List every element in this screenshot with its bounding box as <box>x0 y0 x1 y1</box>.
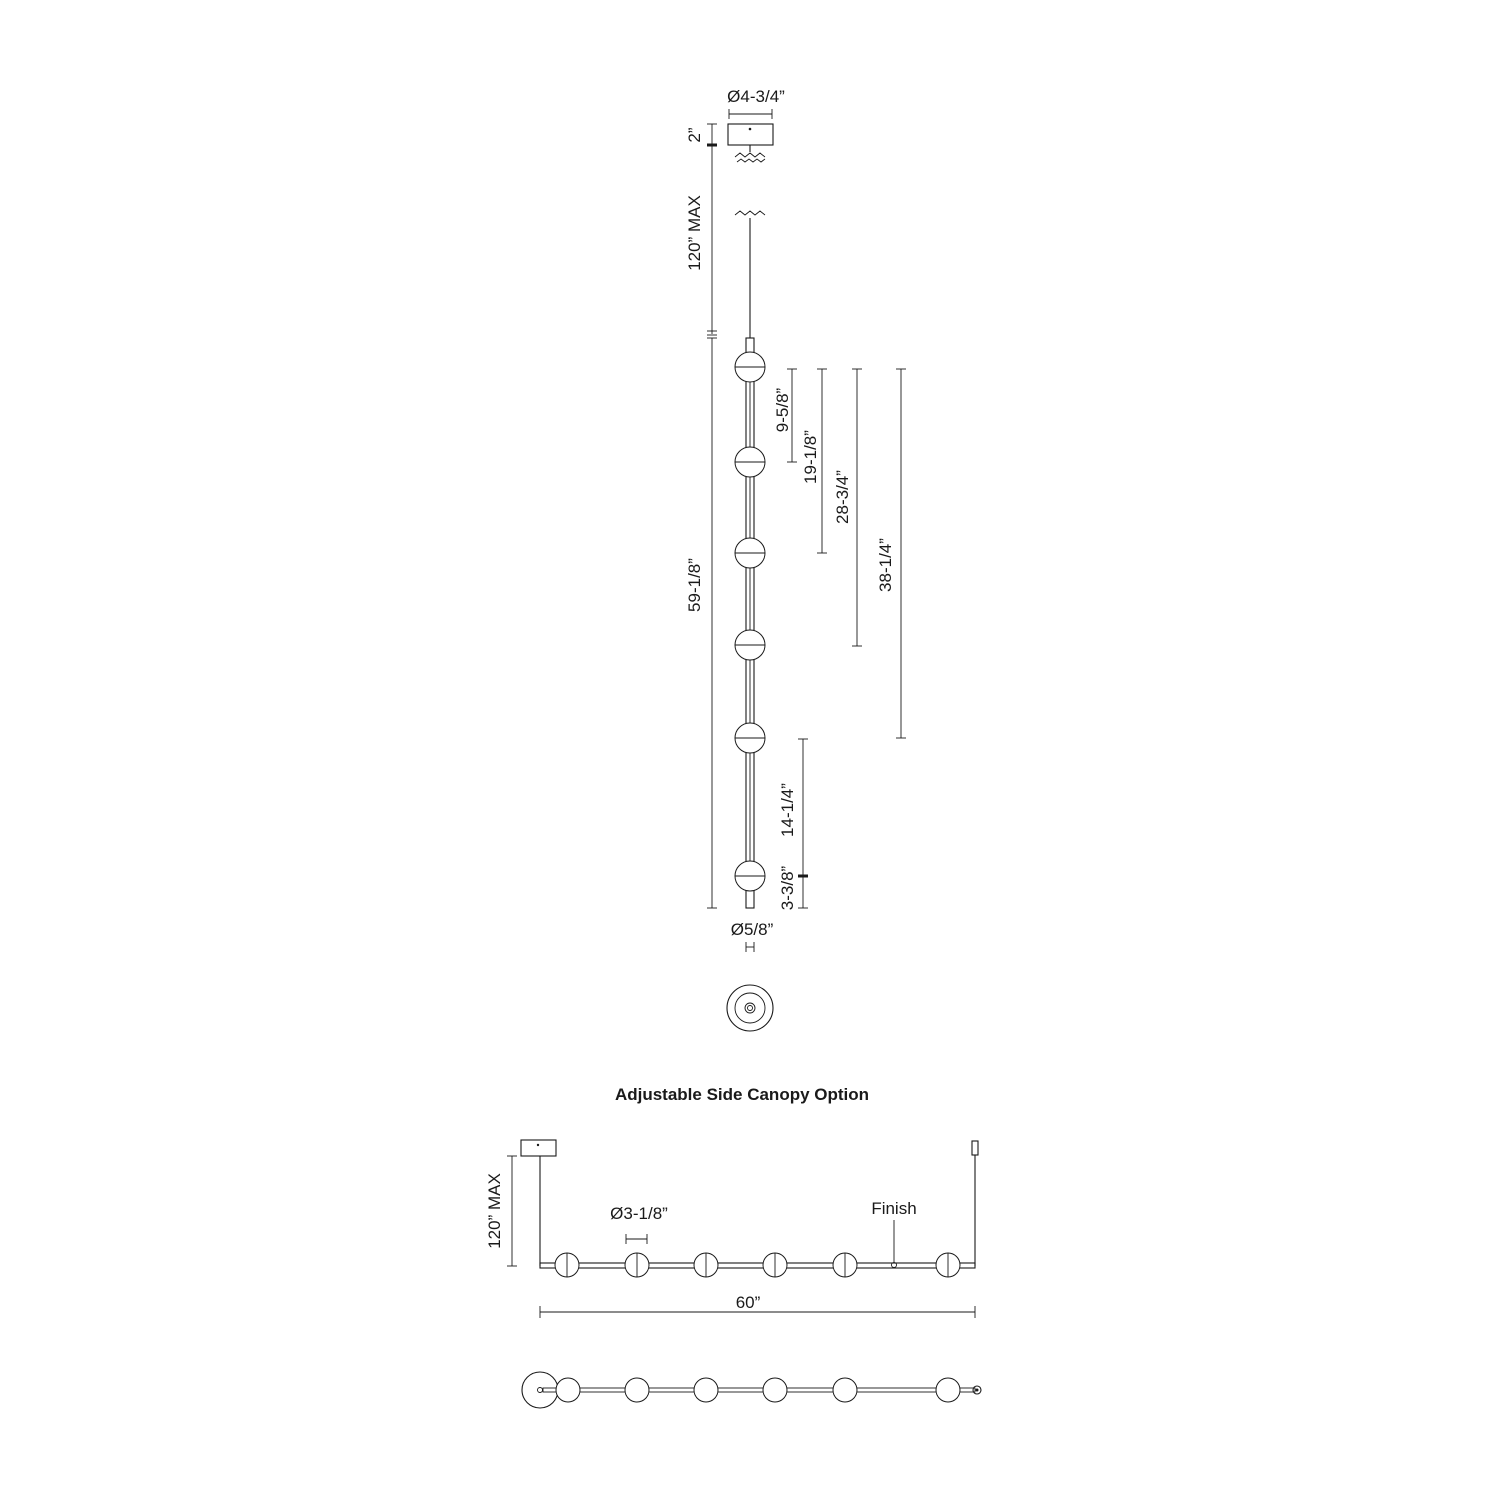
globe <box>556 1378 580 1402</box>
spacing-5-label: 14-1/4” <box>778 783 797 837</box>
globe <box>625 1378 649 1402</box>
ceiling-canopy <box>728 124 773 162</box>
rod-diameter-dimension <box>731 920 774 952</box>
side-cable-length-dimension <box>485 1156 517 1266</box>
canopy-height-dimension <box>685 124 717 145</box>
globe-diameter-label: Ø3-1/8” <box>610 1204 668 1223</box>
overall-length-label: 60” <box>735 1293 761 1312</box>
globe <box>763 1378 787 1402</box>
side-canopy-left <box>521 1140 556 1266</box>
vertical-view <box>685 87 906 1031</box>
side-canopy-top-view <box>522 1372 981 1408</box>
canopy-diameter-label: Ø4-3/4” <box>727 87 785 106</box>
spacing-dimension-4 <box>876 369 906 738</box>
spacing-dimension-5 <box>778 739 808 876</box>
side-canopy-title: Adjustable Side Canopy Option <box>614 1085 870 1104</box>
side-canopy-right-end <box>972 1141 978 1266</box>
globe <box>936 1378 960 1402</box>
spacing-2-label: 19-1/8” <box>801 430 820 484</box>
globe-diameter-dimension <box>610 1204 668 1244</box>
globe <box>833 1378 857 1402</box>
spacing-dimension-2 <box>801 369 827 553</box>
finish-label: Finish <box>871 1199 917 1218</box>
globe <box>694 1378 718 1402</box>
canopy-height-label: 2” <box>685 127 704 143</box>
bottom-extension-dimension <box>778 865 808 910</box>
spacing-4-label: 38-1/4” <box>876 538 895 592</box>
horizontal-rod <box>540 1263 975 1268</box>
vertical-bottom-view <box>727 985 773 1031</box>
cable-length-label: 120” MAX <box>685 195 704 271</box>
finish-callout <box>871 1199 916 1268</box>
spacing-1-label: 9-5/8” <box>773 387 792 433</box>
spacing-3-label: 28-3/4” <box>833 470 852 524</box>
horizontal-globes <box>555 1253 960 1277</box>
spacing-dimension-3 <box>833 369 862 646</box>
bottom-extension-label: 3-3/8” <box>778 865 797 911</box>
overall-length-dimension <box>540 1293 975 1318</box>
pendant-rod <box>746 338 754 908</box>
rod-diameter-label: Ø5/8” <box>730 920 774 939</box>
canopy-diameter-dimension <box>727 87 785 119</box>
overall-height-dimension <box>685 338 717 908</box>
cable-length-dimension <box>685 145 717 335</box>
side-canopy-view <box>485 1085 981 1408</box>
spacing-dimension-1 <box>773 369 797 462</box>
overall-height-label: 59-1/8” <box>685 558 704 612</box>
side-cable-length-label: 120” MAX <box>485 1173 504 1249</box>
